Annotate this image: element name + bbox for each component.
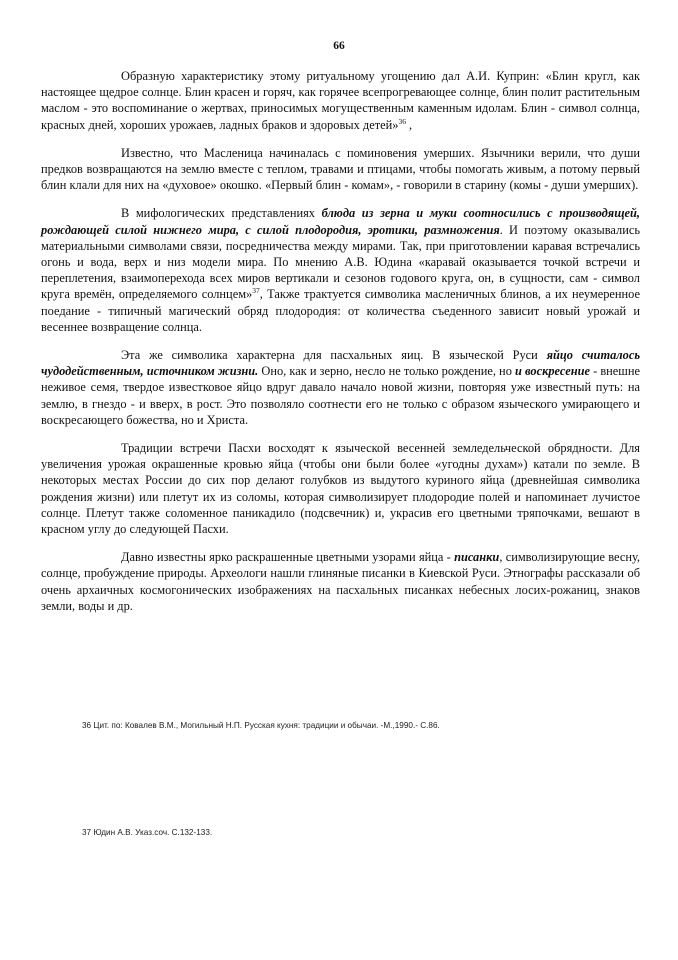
footnote-36: 36 Цит. по: Ковалев В.М., Могильный Н.П. Русская кухня: традиции и обычаи. -М.,1990.- С.86. <box>82 721 440 730</box>
paragraph-text-pre: В мифологических представлениях <box>121 206 322 221</box>
paragraph-text: Традиции встречи Пасхи восходят к языческой весенней земледельческой обрядности. Для увеличения урожая окрашенные кровью яйца (чтобы они были более «угодны духам») катали по земле. В некоторых местах России до сих пор делают голубков из выдутого куриного яйца (древнейшая символика рождения жизни) или плетут их из соломы, которая символизирует плодородие полей и напоминает лучистое солнце. Плетут также соломенное паникадило (подсвечник) и, украсив его цветными тряпочками, вешают в красном углу до следующей Пасхи. <box>41 441 640 537</box>
paragraph-text: Известно, что Масленица начиналась с поминовения умерших. Язычники верили, что души предков возвращаются на землю вместе с теплом, травами и птицами, чтобы помогать живым, а потому первый блин клали для них на «духовое» окошко. «Первый блин - комам», - говорили в старину (комы - души умерших). <box>41 145 640 193</box>
paragraph-text-pre: Давно известны ярко раскрашенные цветными узорами яйца - <box>121 550 455 565</box>
paragraph-text-end: , Также трактуется символика масленичных блинов, а их неумеренное поедание - типичный магический обряд плодородия: от количества съеденного зависит новый урожай и весеннее возвращение солнца. <box>41 287 641 334</box>
body-text <box>41 68 640 626</box>
page-number: 66 <box>333 40 345 52</box>
emphasis-text: яйцо считалось чудодейственным, источником жизни. <box>41 348 640 379</box>
footnote-ref-36: 36 <box>398 116 406 126</box>
paragraph-easter-eggs <box>41 347 640 428</box>
paragraph-text-post: - внешне неживое семя, твердое известковое яйцо вдруг давало начало новой жизни, повторяя уже известный путь: на землю, в гнездо - и вверх, в рост. Это позволяло соотнести его не только с образом языческого умирающего и воскресающего божества, но и Христа. <box>41 364 640 427</box>
paragraph-pysanky <box>41 549 640 614</box>
paragraph-tail: , <box>405 117 413 132</box>
paragraph-mythology <box>41 205 640 335</box>
paragraph-text-post: . И поэтому оказывались материальными символами связи, посредничества между мирами. Так, при приготовлении каравая встречались огонь и вода, верх и низ модели мира. По мнению А.В. Юдина «каравай оказывается точкой встречи и переплетения, взаимоперехода всех миров вертикали и сезонов годового круга, он, в сущности, сам - символ круга времён, определяемого солнцем» <box>41 222 640 302</box>
emphasis-text: блюда из зерна и муки соотносились с производящей, рождающей силой нижнего мира, с силой плодородия, эротики, размножения <box>41 206 640 237</box>
footnote-ref-37: 37 <box>252 286 260 296</box>
footnote-37: 37 Юдин А.В. Указ.соч. С.132-133. <box>82 828 213 837</box>
emphasis-text: писанки <box>454 550 500 565</box>
paragraph-text: Образную характеристику этому ритуальному угощению дал А.И. Куприн: «Блин кругл, как настоящее щедрое солнце. Блин красен и горяч, как горячее всепрогревающее солнце, блин полит растительным маслом - это воспоминание о жертвах, приносимых могущественным каменным идолам. Блин - символ солнца, красных дней, хороших урожаев, ладных браков и здоровых детей» <box>41 69 640 132</box>
paragraph-kuprin-quote <box>41 68 640 133</box>
paragraph-text-pre: Эта же символика характерна для пасхальных яиц. В языческой Руси <box>121 348 547 363</box>
paragraph-text-post: , символизирующие весну, солнце, пробуждение природы. Археологи нашли глиняные писанки в Киевской Руси. Этнографы рассказали об очень архаичных космогонических изображениях на пасхальных писанках небесных лосих-рожаниц, знаков земли, воды и др. <box>41 550 641 613</box>
paragraph-easter-traditions <box>41 440 640 537</box>
paragraph-maslenitsa <box>41 145 640 194</box>
emphasis-text-2: и воскресение <box>515 364 590 379</box>
paragraph-text-mid: Оно, как и зерно, несло не только рождение, но <box>258 364 515 379</box>
